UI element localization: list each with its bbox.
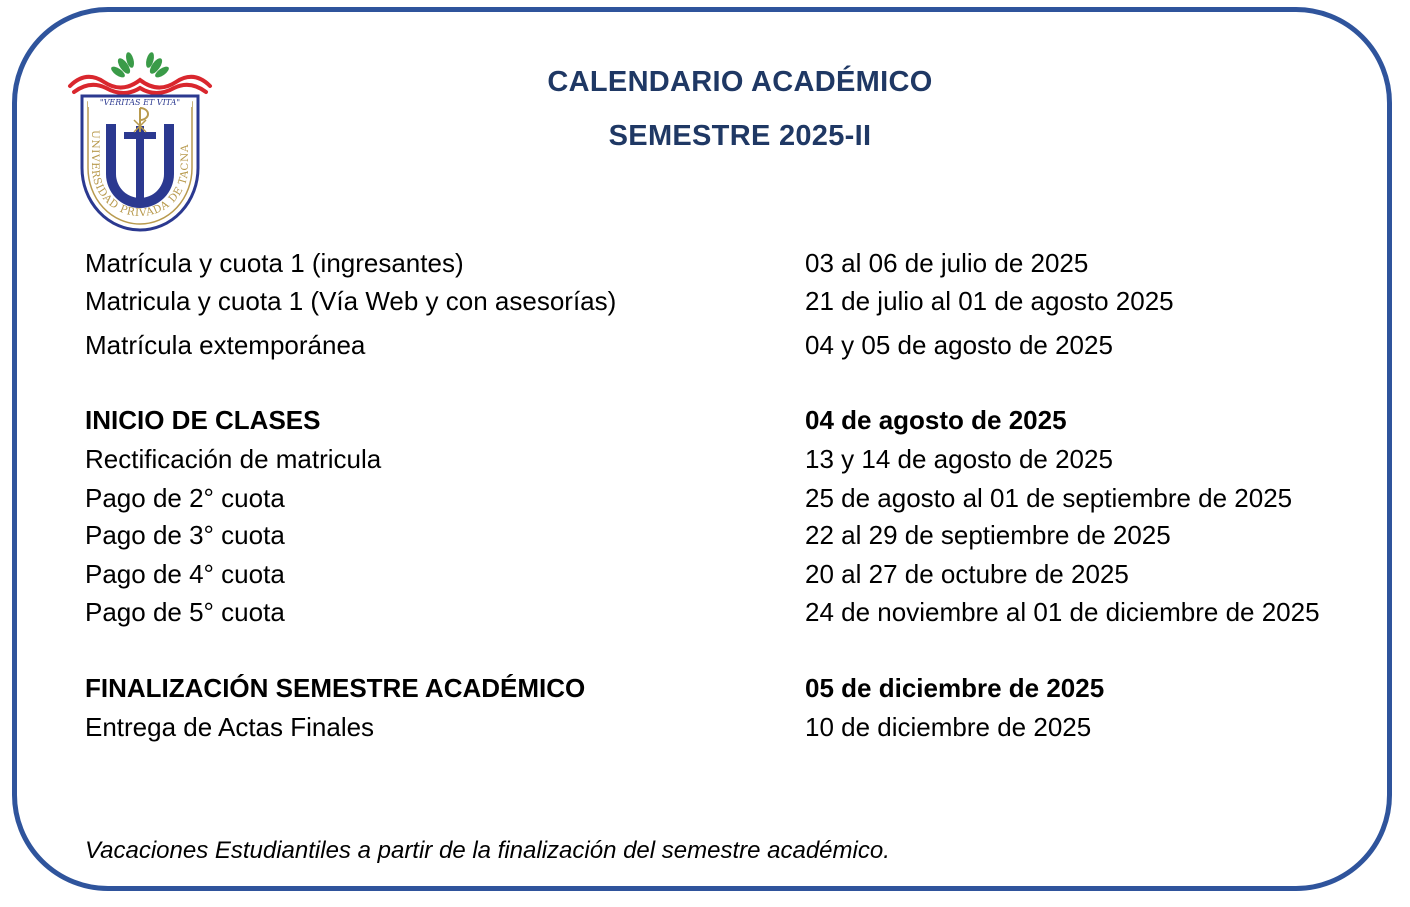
schedule-row <box>85 597 1385 631</box>
schedule-label: Matrícula extemporánea <box>85 330 366 360</box>
schedule-row-highlight <box>85 405 1385 439</box>
page-subtitle: SEMESTRE 2025-II <box>608 120 872 152</box>
schedule-row <box>85 248 1385 282</box>
schedule-date: 21 de julio al 01 de agosto 2025 <box>805 286 1174 316</box>
schedule-date: 24 de noviembre al 01 de diciembre de 2025 <box>805 597 1320 627</box>
schedule-label: Pago de 4° cuota <box>85 559 285 589</box>
logo-motto: "VERITAS ET VITA" <box>88 98 192 107</box>
page-title: CALENDARIO ACADÉMICO <box>547 66 933 98</box>
schedule-date: 10 de diciembre de 2025 <box>805 712 1092 742</box>
logo-ring-text: UNIVERSIDAD PRIVADA DE TACNA <box>88 130 192 220</box>
schedule-date: 05 de diciembre de 2025 <box>805 673 1105 703</box>
schedule-date: 04 y 05 de agosto de 2025 <box>805 330 1113 360</box>
schedule-date: 20 al 27 de octubre de 2025 <box>805 559 1129 589</box>
schedule-date: 25 de agosto al 01 de septiembre de 2025 <box>805 483 1293 513</box>
schedule-row <box>85 520 1385 554</box>
schedule-date: 03 al 06 de julio de 2025 <box>805 248 1089 278</box>
schedule-label: Rectificación de matricula <box>85 444 382 474</box>
schedule-row <box>85 330 1385 364</box>
schedule-row-highlight <box>85 673 1385 707</box>
schedule-label: Entrega de Actas Finales <box>85 712 375 742</box>
schedule-row <box>85 286 1385 320</box>
university-logo <box>64 48 216 246</box>
schedule-label: Pago de 2° cuota <box>85 483 285 513</box>
schedule-label: FINALIZACIÓN SEMESTRE ACADÉMICO <box>85 673 586 703</box>
schedule-label: Pago de 3° cuota <box>85 520 285 550</box>
university-crest-icon <box>64 48 216 246</box>
schedule-label: Matricula y cuota 1 (Vía Web y con asesorías) <box>85 286 617 316</box>
schedule-row <box>85 483 1385 517</box>
schedule-date: 13 y 14 de agosto de 2025 <box>805 444 1113 474</box>
schedule-date: 04 de agosto de 2025 <box>805 405 1067 435</box>
schedule-row <box>85 712 1385 746</box>
schedule-row <box>85 444 1385 478</box>
schedule-label: Pago de 5° cuota <box>85 597 285 627</box>
footer-note: Vacaciones Estudiantiles a partir de la finalización del semestre académico. <box>85 837 890 864</box>
schedule-label: Matrícula y cuota 1 (ingresantes) <box>85 248 464 278</box>
schedule-date: 22 al 29 de septiembre de 2025 <box>805 520 1171 550</box>
schedule-row <box>85 559 1385 593</box>
schedule-label: INICIO DE CLASES <box>85 405 321 435</box>
